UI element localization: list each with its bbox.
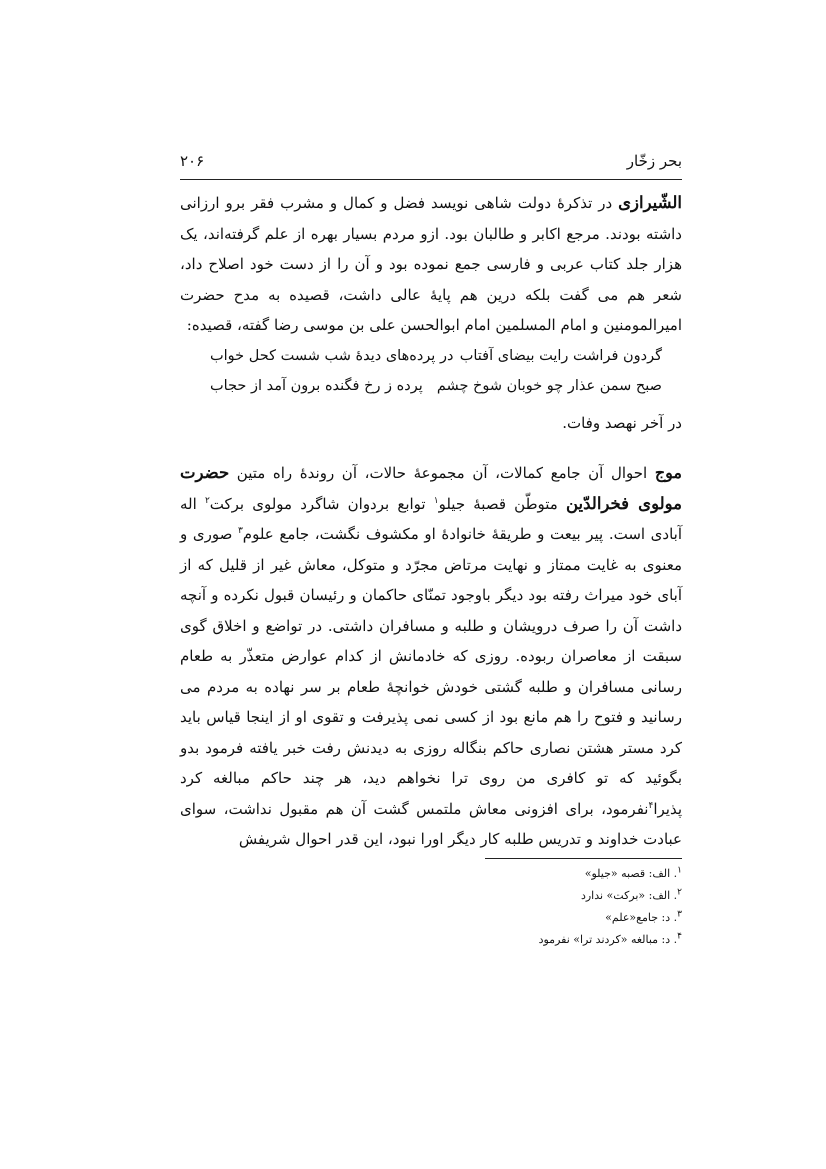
footnote-3-number: ۳ (677, 909, 682, 920)
bold-word-mawj: موج (654, 463, 682, 482)
paragraph-2-text-3: توابع بردوان شاگرد مولوی برکت (209, 494, 434, 513)
footnote-2-text: . الف: «برکت» ندارد (580, 889, 678, 902)
footnote-1 (300, 863, 682, 885)
verse-1-first-hemistich: گردون فراشت رایت بیضای آفتاب (459, 347, 662, 364)
page-number: ۲۰۶ (180, 152, 205, 170)
footnote-4 (300, 929, 682, 951)
verse-2-second-hemistich: پرده ز رخ فگنده برون آمد از حجاب (210, 378, 423, 394)
footnote-ref-2[interactable]: ۲ (204, 495, 210, 506)
paragraph-1 (180, 188, 682, 341)
footnote-ref-3[interactable]: ۳ (237, 526, 243, 536)
running-title: بحر زخّار (626, 152, 682, 170)
footnote-2-number: ۲ (677, 887, 682, 898)
paragraph-2 (180, 458, 682, 855)
footnote-3 (300, 907, 682, 929)
footnote-2 (300, 885, 682, 907)
body-text (180, 188, 682, 855)
footnote-1-number: ۱ (677, 865, 682, 876)
footnote-3-text: . د: جامع«علم» (605, 911, 678, 924)
verse-1-second-hemistich: در پرده‌های دیدۀ شب شست کحل خواب (210, 347, 454, 364)
paragraph-2-text-6: نفرمود، برای افزونی معاش ملتمس گشت آن هم مقبول نداشت، سوای عبادت خداوند و تدریس طلبه کار دیگر اورا نبود، این قدر احوال شریفش (180, 799, 682, 848)
verse-line-1 (180, 341, 682, 372)
paragraph-2-text-2: متوطّن قصبۀ جیلو (438, 494, 566, 513)
footnote-ref-4[interactable]: ۴ (648, 800, 654, 811)
paragraph-2-text-1: احوال آن جامع کمالات، آن مجموعۀ حالات، آن روندۀ راه متین (229, 464, 655, 482)
footnote-1-text: . الف: قصبه «جیلو» (584, 867, 678, 880)
verse-line-2 (180, 371, 682, 402)
verse-2-first-hemistich: صبح سمن عذار چو خوبان شوخ چشم (436, 378, 662, 394)
paragraph-1-text: در تذکرۀ دولت شاهی نویسد فضل و کمال و مشرب فقر برو ارزانی داشته بودند. مرجع اکابر و طالبان بود. ازو مردم بسیار بهره از علم گرفته‌اند، یک هزار جلد کتاب عربی و فارسی جمع نموده بود و آن را از دست خود اصلاح داد، شعر هم می گفت بلکه درین هم پایۀ عالی داشت، قصیده به مدح حضرت امیرالمومنین و امام المسلمین امام ابوالحسن علی بن موسی رضا گفته، قصیده: (180, 194, 682, 334)
running-header (180, 150, 682, 172)
section-gap (180, 438, 682, 458)
death-note: در آخر نهصد وفات. (562, 413, 682, 432)
footnote-4-number: ۴ (677, 931, 682, 942)
footnotes (300, 863, 682, 951)
paragraph-2-text-5: صوری و معنوی به غایت ممتاز و نهایت مرتاض مجرّد و متوکل، معاش غیر از قلیل که از آبای خود میراث رفته بود دیگر باوجود تمنّای حاکمان و رئیسان قبول نکرده و آنچه داشت آن را صرف درویشان و طلبه و مسافران داشتی. در تواضع و اخلاق گوی سبقت از معاصران ربوده. روزی که خادمانش از کدام عوارض متعذّر به طعام رسانی مسافران و طلبه گشتی خودش خوانچۀ طعام بر سر نهاده به مردم می رسانید و فتوح را هم مانع بود از کسی نمی پذیرفت و تقوی او از اینجا قیاس باید کرد مستر هشتن نصاری حاکم بنگاله روزی به دیدنش رفت خبر یافته فرمود بدو بگوئید که تو کافری من روی ترا نخواهم دید، هر چند حاکم مبالغه کرد پذیرا (180, 525, 682, 818)
bold-name-shirazi: الشّیرازی (618, 193, 682, 212)
header-divider (180, 179, 682, 180)
bold-name-fakhruddin: حضرت مولوی فخرالدّین (180, 463, 683, 513)
footnote-divider (485, 858, 682, 859)
footnote-4-text: . د: مبالغه «کردند ترا» نفرمود (538, 933, 678, 946)
paragraph-2-text-4: اله آبادی است. پیر بیعت و طریقۀ خانوادۀ او مکشوف نگشت، جامع علوم (180, 494, 683, 543)
footnote-ref-1[interactable]: ۱ (433, 495, 439, 506)
